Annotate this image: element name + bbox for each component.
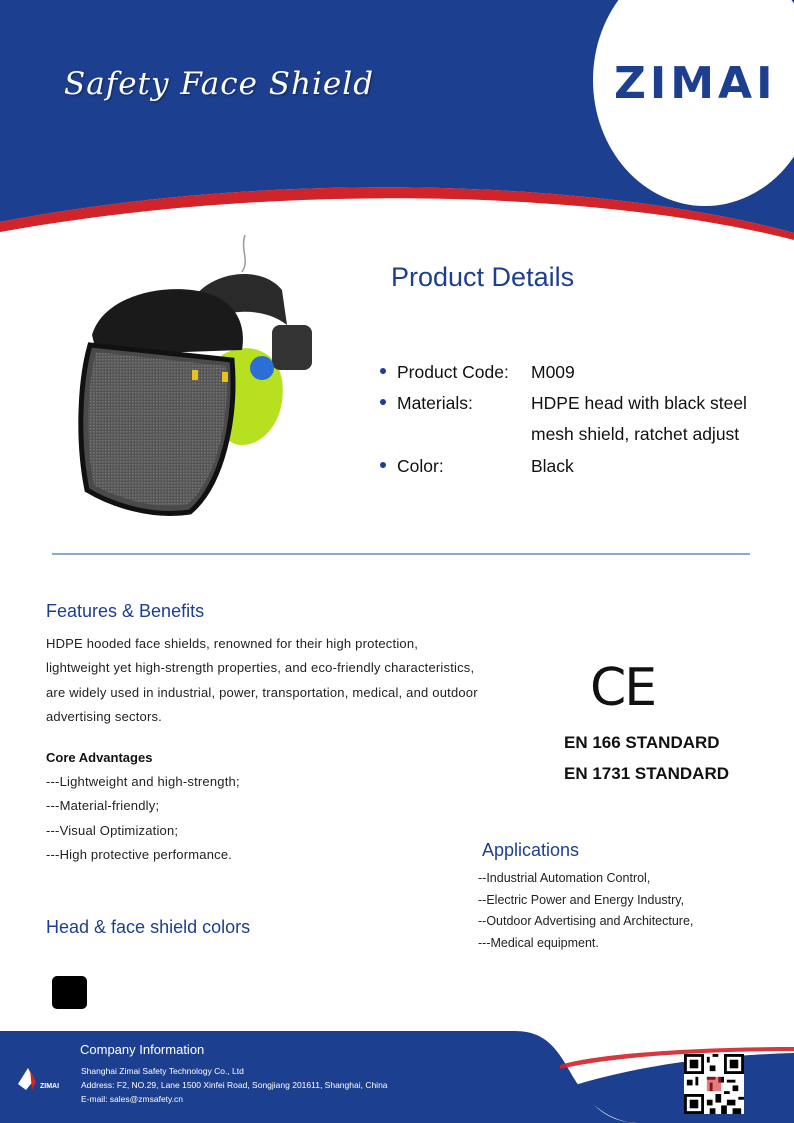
colors-title: Head & face shield colors <box>46 917 251 937</box>
features-line: lightweight yet high-strength properties, and eco-friendly characteristics, <box>46 660 475 676</box>
footer-logo-text: ZIMAI <box>40 1083 60 1090</box>
footer-title: Company Information <box>80 1042 205 1057</box>
applications-list <box>478 868 693 954</box>
bullet-icon <box>380 462 386 468</box>
list-item: ---Visual Optimization; <box>46 822 179 838</box>
header-background <box>0 0 794 240</box>
footer-company: Shanghai Zimai Safety Technology Co., Ltd <box>81 1066 244 1076</box>
spec-label: Materials: <box>397 393 473 413</box>
standard-en1731: EN 1731 STANDARD <box>564 764 730 783</box>
spec-value: M009 <box>531 362 575 382</box>
features-line: HDPE hooded face shields, renowned for their high protection, <box>46 636 419 651</box>
brand-logo: ZIMAI <box>614 58 777 109</box>
color-swatch-black <box>52 976 87 1009</box>
footer-email: E-mail: sales@zmsafety.cn <box>81 1094 183 1104</box>
list-item: ---High protective performance. <box>46 846 233 862</box>
bullet-icon <box>380 399 386 405</box>
spec-label: Color: <box>397 456 444 476</box>
features-description <box>46 632 516 729</box>
spec-label: Product Code: <box>397 362 509 382</box>
list-item: --Outdoor Advertising and Architecture, <box>478 914 694 928</box>
standard-en166: EN 166 STANDARD <box>564 733 720 752</box>
features-line: are widely used in industrial, power, transportation, medical, and outdoor <box>46 684 478 700</box>
qr-code-icon <box>684 1054 744 1114</box>
list-item: ---Lightweight and high-strength; <box>46 774 240 789</box>
product-details-title: Product Details <box>391 262 575 292</box>
features-title: Features & Benefits <box>46 601 205 621</box>
list-item: --Electric Power and Energy Industry, <box>478 892 685 907</box>
list-item: ---Material-friendly; <box>46 798 160 814</box>
bullet-icon <box>380 368 386 374</box>
footer-address: Address: F2, NO.29, Lane 1500 Xinfei Road, Songjiang 201611, Shanghai, China <box>81 1080 388 1090</box>
spec-value: mesh shield, ratchet adjust <box>531 424 740 444</box>
list-item: --Industrial Automation Control, <box>478 871 651 885</box>
face-shield-icon <box>72 230 332 520</box>
spec-value: HDPE head with black steel <box>531 393 747 413</box>
spec-value: Black <box>531 456 574 476</box>
ce-mark: CE <box>590 658 656 718</box>
core-advantages-title: Core Advantages <box>46 750 153 765</box>
core-advantages-list <box>46 770 240 867</box>
features-line: advertising sectors. <box>46 708 162 724</box>
section-divider <box>52 553 750 555</box>
page-title: Safety Face Shield <box>64 66 375 102</box>
list-item: ---Medical equipment. <box>478 935 599 950</box>
applications-title: Applications <box>482 840 580 860</box>
